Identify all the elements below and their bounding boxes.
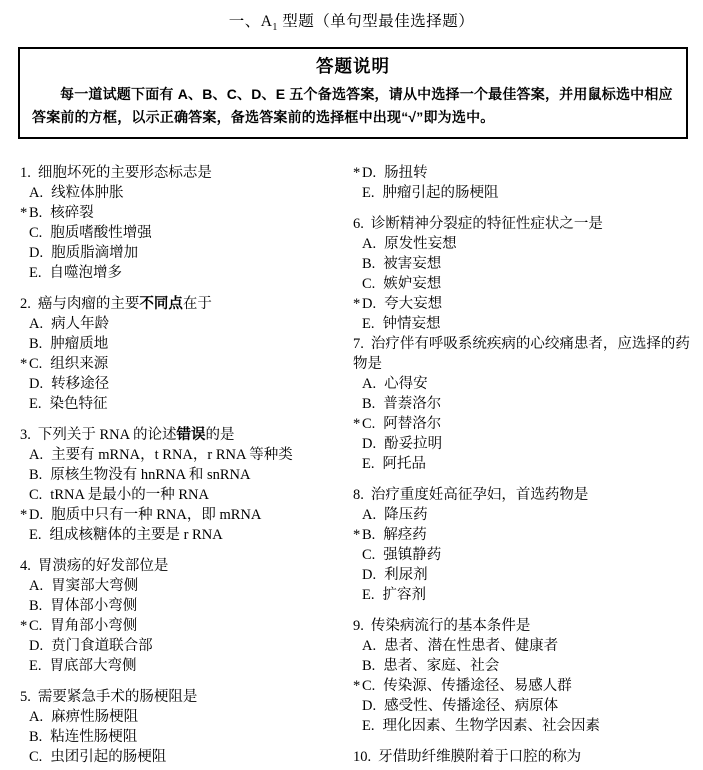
option-text: 胃角部小弯侧 <box>50 618 138 634</box>
answer-option[interactable] <box>20 596 353 616</box>
question-text: 治疗重度妊高征孕妇，首选药物是 <box>370 487 589 503</box>
option-text: 粘连性肠梗阻 <box>50 729 138 745</box>
question-number: 6. <box>353 216 364 232</box>
option-text: 传染源、传播途径、易感人群 <box>383 678 572 694</box>
option-text: 患者、潜在性患者、健康者 <box>384 638 559 654</box>
answer-option[interactable] <box>353 585 697 605</box>
answer-option[interactable] <box>353 565 697 585</box>
answer-option[interactable] <box>353 716 697 736</box>
answer-option[interactable] <box>353 414 697 434</box>
questions-area <box>0 163 703 767</box>
answer-option[interactable] <box>353 545 697 565</box>
option-label: A. <box>29 578 44 594</box>
question-stem <box>353 616 697 636</box>
option-label: E. <box>29 396 42 412</box>
question-text: 胃溃疡的好发部位是 <box>37 558 169 574</box>
answer-option[interactable] <box>353 294 697 314</box>
answer-option[interactable] <box>20 263 353 283</box>
option-label: E. <box>362 316 375 332</box>
option-label: B. <box>29 598 43 614</box>
option-label: E. <box>29 658 42 674</box>
option-label: C. <box>29 487 43 503</box>
question-stem <box>353 485 697 505</box>
answer-option[interactable] <box>20 485 353 505</box>
answer-option[interactable] <box>353 394 697 414</box>
option-label: E. <box>29 265 42 281</box>
option-text: 肠扭转 <box>384 165 428 181</box>
question-block <box>20 163 353 283</box>
question-block <box>353 485 697 605</box>
option-label: A. <box>29 709 44 725</box>
answer-option[interactable] <box>353 454 697 474</box>
option-text: 胃窦部大弯侧 <box>51 578 139 594</box>
option-text: 心得安 <box>384 376 428 392</box>
questions-column-left <box>20 163 353 767</box>
option-label: A. <box>362 507 377 523</box>
question-block <box>353 214 697 334</box>
option-text: 胞质嗜酸性增强 <box>50 225 152 241</box>
option-label: B. <box>362 527 376 543</box>
question-block <box>20 294 353 414</box>
correct-answer-marker: * <box>20 205 28 221</box>
question-text: 需要紧急手术的肠梗阻是 <box>37 689 198 705</box>
answer-option[interactable] <box>20 636 353 656</box>
option-label: B. <box>362 658 376 674</box>
option-text: 肿瘤质地 <box>50 336 109 352</box>
option-label: B. <box>29 729 43 745</box>
question-block <box>353 334 697 474</box>
bold-keyword: 错误 <box>176 427 206 443</box>
option-label: C. <box>29 225 43 241</box>
option-label: E. <box>29 527 42 543</box>
option-text: 解痉药 <box>383 527 427 543</box>
answer-option[interactable] <box>20 727 353 747</box>
option-label: A. <box>29 447 44 463</box>
answer-option[interactable] <box>353 314 697 334</box>
question-number: 8. <box>353 487 364 503</box>
question-block <box>20 425 353 545</box>
questions-column-right <box>353 163 703 767</box>
page-title <box>0 0 703 34</box>
question-text: 细胞坏死的主要形态标志是 <box>37 165 212 181</box>
correct-answer-marker: * <box>20 507 28 523</box>
option-text: 胞质中只有一种 RNA，即 mRNA <box>51 507 262 523</box>
option-label: D. <box>362 567 377 583</box>
option-text: 普萘洛尔 <box>383 396 442 412</box>
bold-keyword: 不同点 <box>139 296 183 312</box>
answer-option[interactable] <box>353 183 697 203</box>
answer-option[interactable] <box>20 445 353 465</box>
answer-option[interactable] <box>20 576 353 596</box>
question-text: 治疗伴有呼吸系统疾病的心绞痛患者，应选择的药物是 <box>353 336 690 372</box>
option-text: 扩容剂 <box>382 587 426 603</box>
question-number: 7. <box>353 336 364 352</box>
question-text: 下列关于 RNA 的论述错误的是 <box>37 427 235 443</box>
question-block <box>353 616 697 736</box>
answer-option[interactable] <box>20 223 353 243</box>
option-text: 线粒体肿胀 <box>51 185 124 201</box>
option-text: 染色特征 <box>49 396 108 412</box>
answer-option[interactable] <box>20 505 353 525</box>
question-number: 3. <box>20 427 31 443</box>
option-text: 利尿剂 <box>384 567 428 583</box>
option-text: 胞质脂滴增加 <box>51 245 139 261</box>
option-text: 贲门食道联合部 <box>51 638 153 654</box>
answer-option[interactable] <box>20 616 353 636</box>
answer-option[interactable] <box>353 374 697 394</box>
option-text: 阿替洛尔 <box>383 416 442 432</box>
question-stem <box>20 163 353 183</box>
option-text: 钟情妄想 <box>382 316 441 332</box>
option-text: 原发性妄想 <box>384 236 457 252</box>
answer-option[interactable] <box>20 394 353 414</box>
question-block <box>20 556 353 676</box>
option-text: 虫团引起的肠梗阻 <box>50 749 167 765</box>
question-number: 1. <box>20 165 31 181</box>
question-number: 9. <box>353 618 364 634</box>
answer-option[interactable] <box>353 254 697 274</box>
option-label: A. <box>29 185 44 201</box>
answer-option[interactable] <box>20 656 353 676</box>
instructions-box <box>18 47 688 139</box>
question-text: 传染病流行的基本条件是 <box>370 618 531 634</box>
option-label: C. <box>29 749 43 765</box>
question-text: 牙借助纤维膜附着于口腔的称为 <box>378 749 582 765</box>
option-text: 被害妄想 <box>383 256 442 272</box>
answer-option[interactable] <box>353 234 697 254</box>
option-text: 嫉妒妄想 <box>383 276 442 292</box>
answer-option[interactable] <box>353 163 697 183</box>
option-label: B. <box>362 396 376 412</box>
question-number: 4. <box>20 558 31 574</box>
option-text: 核碎裂 <box>50 205 94 221</box>
page-title-suffix: 型题（单句型最佳选择题） <box>277 13 475 30</box>
option-label: B. <box>29 336 43 352</box>
question-block <box>20 687 353 767</box>
answer-option[interactable] <box>20 465 353 485</box>
option-label: D. <box>362 296 377 312</box>
answer-option[interactable] <box>353 696 697 716</box>
option-label: D. <box>29 638 44 654</box>
option-text: 麻痹性肠梗阻 <box>51 709 139 725</box>
answer-option[interactable] <box>20 374 353 394</box>
answer-option[interactable] <box>353 636 697 656</box>
correct-answer-marker: * <box>353 527 361 543</box>
option-label: D. <box>29 507 44 523</box>
option-label: C. <box>362 547 376 563</box>
option-text: 胃体部小弯侧 <box>50 598 138 614</box>
option-label: E. <box>362 456 375 472</box>
correct-answer-marker: * <box>353 165 361 181</box>
question-stem <box>20 556 353 576</box>
option-label: D. <box>362 165 377 181</box>
option-label: D. <box>362 436 377 452</box>
option-text: 肿瘤引起的肠梗阻 <box>382 185 499 201</box>
option-text: 病人年龄 <box>51 316 110 332</box>
answer-option[interactable] <box>20 707 353 727</box>
option-label: A. <box>362 376 377 392</box>
answer-option[interactable] <box>20 243 353 263</box>
question-number: 2. <box>20 296 31 312</box>
option-label: A. <box>362 236 377 252</box>
question-text: 癌与肉瘤的主要不同点在于 <box>37 296 212 312</box>
option-text: 酚妥拉明 <box>384 436 443 452</box>
question-block <box>353 747 697 767</box>
option-label: B. <box>362 256 376 272</box>
question-stem <box>353 747 697 767</box>
option-label: D. <box>29 376 44 392</box>
question-text: 诊断精神分裂症的特征性症状之一是 <box>370 216 603 232</box>
correct-answer-marker: * <box>353 678 361 694</box>
option-label: C. <box>362 416 376 432</box>
answer-option[interactable] <box>353 676 697 696</box>
correct-answer-marker: * <box>20 618 28 634</box>
option-text: 强镇静药 <box>383 547 442 563</box>
option-label: A. <box>29 316 44 332</box>
answer-option[interactable] <box>20 314 353 334</box>
correct-answer-marker: * <box>353 416 361 432</box>
option-text: 主要有 mRNA，t RNA，r RNA 等种类 <box>51 447 293 463</box>
question-stem <box>353 214 697 234</box>
page-title-prefix: 一、A <box>228 13 273 30</box>
option-label: E. <box>362 718 375 734</box>
correct-answer-marker: * <box>353 296 361 312</box>
option-label: A. <box>362 638 377 654</box>
question-stem <box>353 334 697 374</box>
correct-answer-marker: * <box>20 356 28 372</box>
answer-option[interactable] <box>353 656 697 676</box>
option-label: E. <box>362 185 375 201</box>
question-number: 5. <box>20 689 31 705</box>
option-label: E. <box>362 587 375 603</box>
option-text: tRNA 是最小的一种 RNA <box>50 487 210 503</box>
question-stem <box>20 687 353 707</box>
option-text: 阿托品 <box>382 456 426 472</box>
answer-option[interactable] <box>20 334 353 354</box>
option-text: 原核生物没有 hnRNA 和 snRNA <box>50 467 251 483</box>
answer-option[interactable] <box>353 525 697 545</box>
option-text: 夸大妄想 <box>384 296 443 312</box>
answer-option[interactable] <box>353 505 697 525</box>
answer-option[interactable] <box>20 203 353 223</box>
answer-option[interactable] <box>20 354 353 374</box>
option-text: 组成核糖体的主要是 r RNA <box>49 527 223 543</box>
option-text: 转移途径 <box>51 376 110 392</box>
instructions-body: 每一道试题下面有 A、B、C、D、E 五个备选答案，请从中选择一个最佳答案，并用鼠标选中相应答案前的方框，以示正确答案，备选答案前的选择框中出现“√”即为选中。 <box>32 86 673 125</box>
answer-option[interactable] <box>353 274 697 294</box>
page-title-subscript: 1 <box>272 22 278 34</box>
option-label: B. <box>29 205 43 221</box>
question-stem <box>20 425 353 445</box>
option-text: 理化因素、生物学因素、社会因素 <box>382 718 600 734</box>
option-label: D. <box>29 245 44 261</box>
option-text: 患者、家庭、社会 <box>383 658 500 674</box>
option-label: C. <box>29 618 43 634</box>
option-text: 降压药 <box>384 507 428 523</box>
answer-option[interactable] <box>20 747 353 767</box>
answer-option[interactable] <box>20 183 353 203</box>
answer-option[interactable] <box>20 525 353 545</box>
option-label: C. <box>362 276 376 292</box>
option-label: B. <box>29 467 43 483</box>
question-number: 10. <box>353 749 372 765</box>
option-label: D. <box>362 698 377 714</box>
option-text: 胃底部大弯侧 <box>49 658 137 674</box>
option-label: C. <box>362 678 376 694</box>
option-text: 组织来源 <box>50 356 109 372</box>
question-stem <box>20 294 353 314</box>
option-label: C. <box>29 356 43 372</box>
answer-option[interactable] <box>353 434 697 454</box>
question-block <box>353 163 697 203</box>
option-text: 感受性、传播途径、病原体 <box>384 698 559 714</box>
option-text: 自噬泡增多 <box>49 265 122 281</box>
instructions-heading: 答题说明 <box>316 56 390 76</box>
